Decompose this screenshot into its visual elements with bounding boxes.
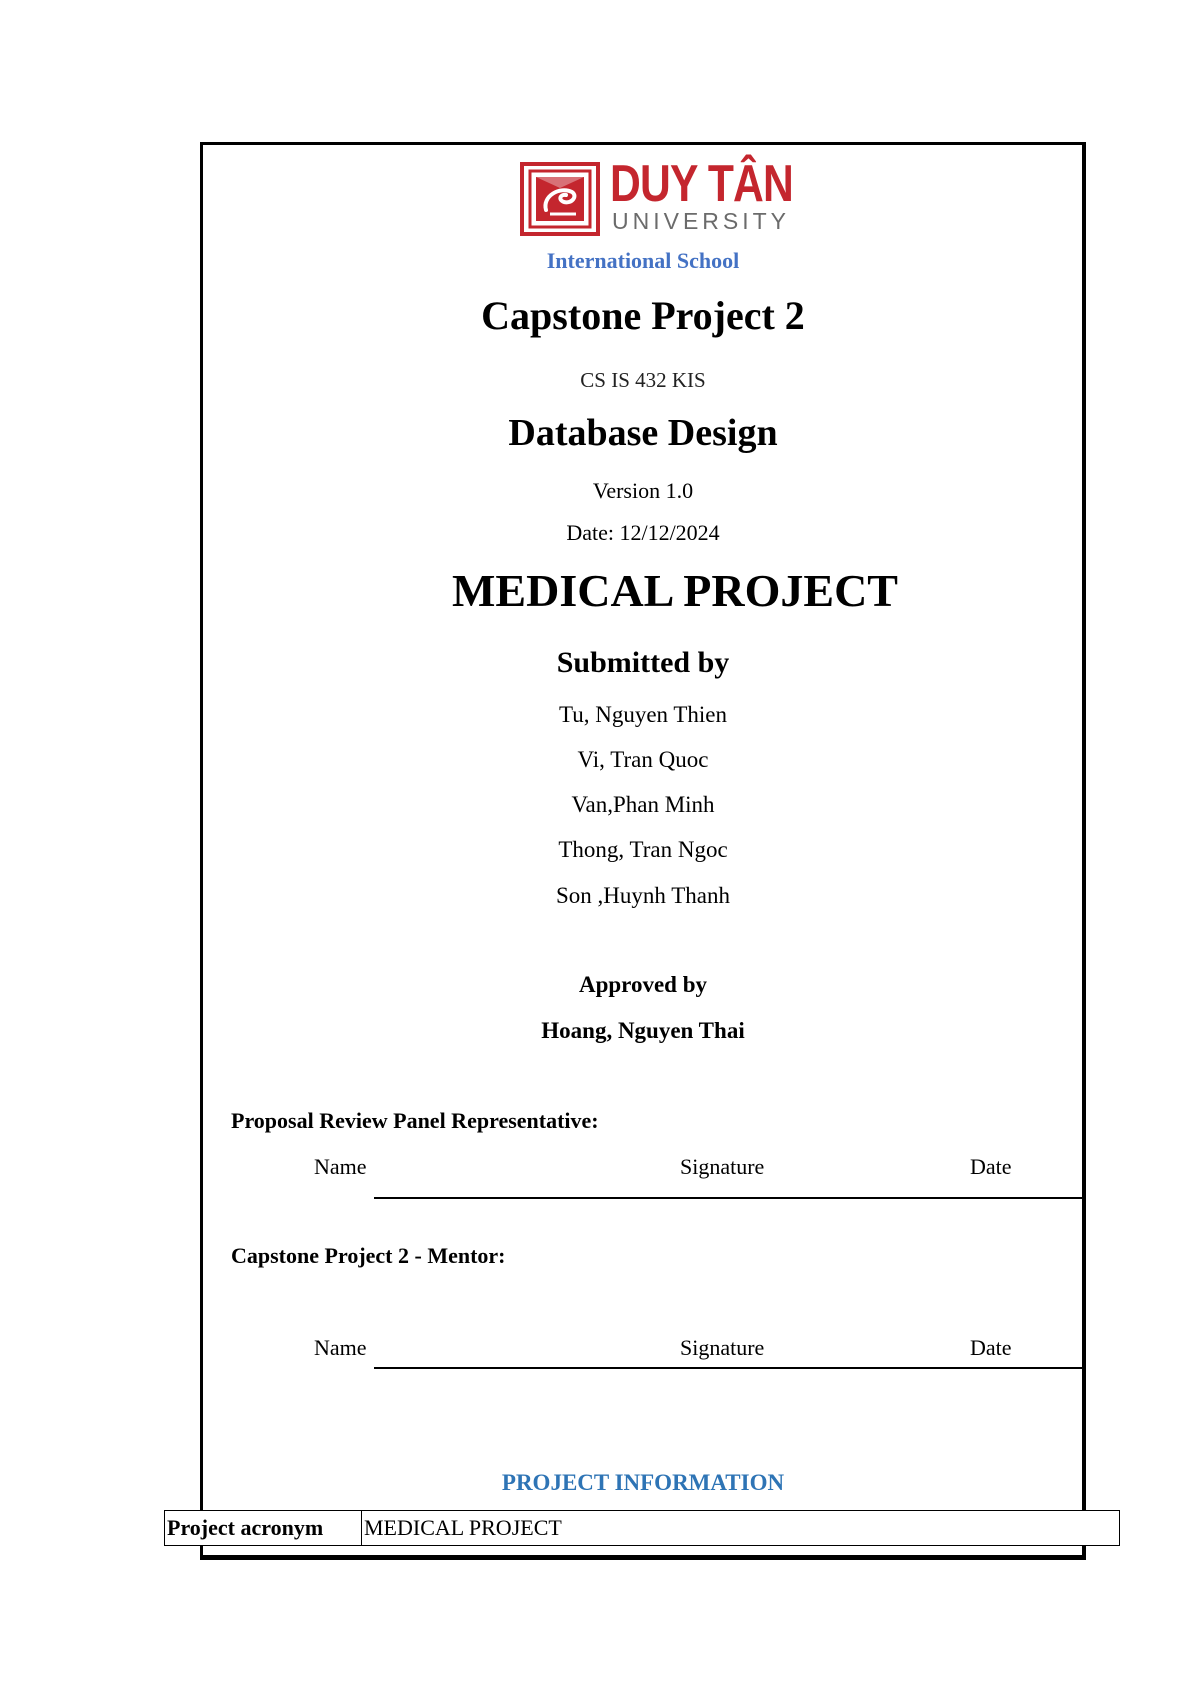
member-name: Son ,Huynh Thanh [556,883,730,908]
logo-university-subtitle: UNIVERSITY [612,208,791,234]
project-acronym-key: Project acronym [165,1511,362,1546]
name-label: Name [314,1335,367,1360]
project-name: MEDICAL PROJECT [452,565,898,616]
table-row [165,1511,1120,1546]
member-name: Tu, Nguyen Thien [558,702,728,727]
submitted-by-heading: Submitted by [556,646,730,679]
project-information-heading: PROJECT INFORMATION [501,1470,785,1495]
signature-label: Signature [680,1154,765,1179]
document-title: Database Design [508,412,778,454]
project-information-table [164,1510,1120,1546]
review-panel-label: Proposal Review Panel Representative: [231,1108,599,1133]
date-label: Date [970,1335,1012,1360]
signature-label: Signature [680,1335,765,1360]
university-logo [520,155,794,236]
name-label: Name [314,1154,367,1179]
university-emblem-icon [520,162,600,236]
approved-by-heading: Approved by [578,972,708,997]
document-date: Date: 12/12/2024 [566,520,720,545]
project-acronym-value: MEDICAL PROJECT [362,1511,1120,1546]
member-name: Van,Phan Minh [571,792,715,817]
document-version: Version 1.0 [592,478,694,503]
member-name: Thong, Tran Ngoc [558,837,728,862]
mentor-label: Capstone Project 2 - Mentor: [231,1243,506,1268]
signature-line [374,1367,1082,1369]
course-code: CS IS 432 KIS [580,368,706,392]
logo-university-name: DUY TÂN [610,155,794,213]
school-name: International School [546,248,740,273]
signature-line [374,1197,1082,1199]
approver-name: Hoang, Nguyen Thai [541,1018,745,1043]
page-title: Capstone Project 2 [481,293,805,338]
date-label: Date [970,1154,1012,1179]
member-name: Vi, Tran Quoc [577,747,709,772]
